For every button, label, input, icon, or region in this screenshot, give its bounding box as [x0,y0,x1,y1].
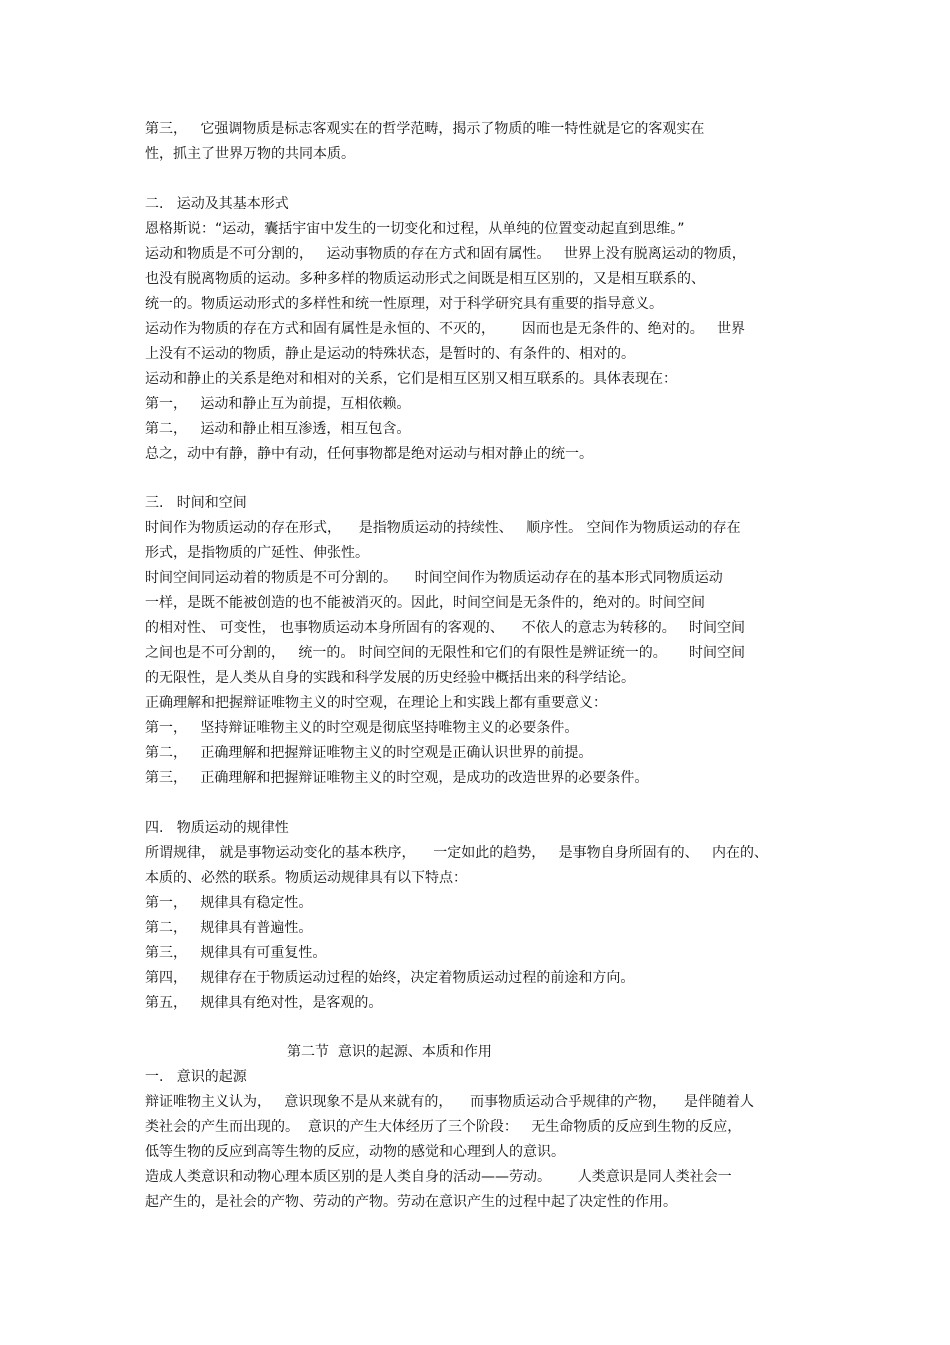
text-line: 统一的。物质运动形式的多样性和统一性原理，对于科学研究具有重要的指导意义。 [145,296,663,312]
text-line: 形式，是指物质的广延性、伸张性。 [145,545,369,561]
text-line: 类社会的产生而出现的。 意识的产生大体经历了三个阶段： 无生命物质的反应到生物的反应， [145,1119,742,1135]
text-line: 运动和静止的关系是绝对和相对的关系，它们是相互区别又相互联系的。具体表现在： [145,371,677,387]
text-line: 第三， 规律具有可重复性。 [145,945,327,961]
chapter-heading: 第二节 意识的起源、本质和作用 [287,1044,492,1060]
text-line: 上没有不运动的物质，静止是运动的特殊状态，是暂时的、有条件的、相对的。 [145,346,635,362]
text-line: 也没有脱离物质的运动。多种多样的物质运动形式之间既是相互区别的，又是相互联系的、 [145,271,705,287]
text-line: 起产生的，是社会的产物、劳动的产物。劳动在意识产生的过程中起了决定性的作用。 [145,1194,677,1210]
text-line: 辩证唯物主义认为， 意识现象不是从来就有的， 而事物质运动合乎规律的产物， 是伴随着人 [145,1094,754,1110]
section-heading: 一. 意识的起源 [145,1069,247,1085]
text-line: 第一， 规律具有稳定性。 [145,895,313,911]
text-line: 第三， 正确理解和把握辩证唯物主义的时空观，是成功的改造世界的必要条件。 [145,770,649,786]
section-heading: 四. 物质运动的规律性 [145,820,289,836]
text-line: 一样，是既不能被创造的也不能被消灭的。因此，时间空间是无条件的，绝对的。时间空间 [145,595,705,611]
text-line: 第二， 规律具有普遍性。 [145,920,313,936]
text-line: 的相对性、 可变性， 也事物质运动本身所固有的客观的、 不依人的意志为转移的。 时间空间 [145,620,746,636]
text-line: 正确理解和把握辩证唯物主义的时空观，在理论上和实践上都有重要意义： [145,695,607,711]
text-line: 运动作为物质的存在方式和固有属性是永恒的、不灭的， 因而也是无条件的、绝对的。 世界 [145,321,746,337]
text-line: 本质的、必然的联系。物质运动规律具有以下特点： [145,870,467,886]
section-heading: 二. 运动及其基本形式 [145,196,289,212]
text-line: 恩格斯说：“运动，囊括宇宙中发生的一切变化和过程，从单纯的位置变动起直到思维。” [145,221,685,237]
text-line: 运动和物质是不可分割的， 运动事物质的存在方式和固有属性。 世界上没有脱离运动的物质， [145,246,746,262]
text-line: 第三， 它强调物质是标志客观实在的哲学范畴，揭示了物质的唯一特性就是它的客观实在 [145,121,705,137]
text-line: 所谓规律， 就是事物运动变化的基本秩序， 一定如此的趋势， 是事物自身所固有的、 内在的、 [145,845,768,861]
text-line: 的无限性，是人类从自身的实践和科学发展的历史经验中概括出来的科学结论。 [145,670,635,686]
text-line: 第四， 规律存在于物质运动过程的始终，决定着物质运动过程的前途和方向。 [145,970,635,986]
text-line: 第一， 坚持辩证唯物主义的时空观是彻底坚持唯物主义的必要条件。 [145,720,579,736]
text-line: 第二， 正确理解和把握辩证唯物主义的时空观是正确认识世界的前提。 [145,745,593,761]
text-line: 性，抓主了世界万物的共同本质。 [145,146,355,162]
section-heading: 三. 时间和空间 [145,495,247,511]
text-line: 总之，动中有静，静中有动，任何事物都是绝对运动与相对静止的统一。 [145,446,593,462]
text-line: 第一， 运动和静止互为前提，互相依赖。 [145,396,411,412]
text-line: 之间也是不可分割的， 统一的。 时间空间的无限性和它们的有限性是辨证统一的。 时间空间 [145,645,746,661]
text-line: 时间作为物质运动的存在形式， 是指物质运动的持续性、 顺序性。 空间作为物质运动的存在 [145,520,741,536]
text-line: 第五， 规律具有绝对性，是客观的。 [145,995,383,1011]
text-line: 造成人类意识和动物心理本质区别的是人类自身的活动——劳动。 人类意识是同人类社会一 [145,1169,732,1185]
text-line: 时间空间同运动着的物质是不可分割的。 时间空间作为物质运动存在的基本形式同物质运动 [145,570,723,586]
text-line: 低等生物的反应到高等生物的反应，动物的感觉和心理到人的意识。 [145,1144,565,1160]
text-line: 第二， 运动和静止相互渗透，相互包含。 [145,421,411,437]
